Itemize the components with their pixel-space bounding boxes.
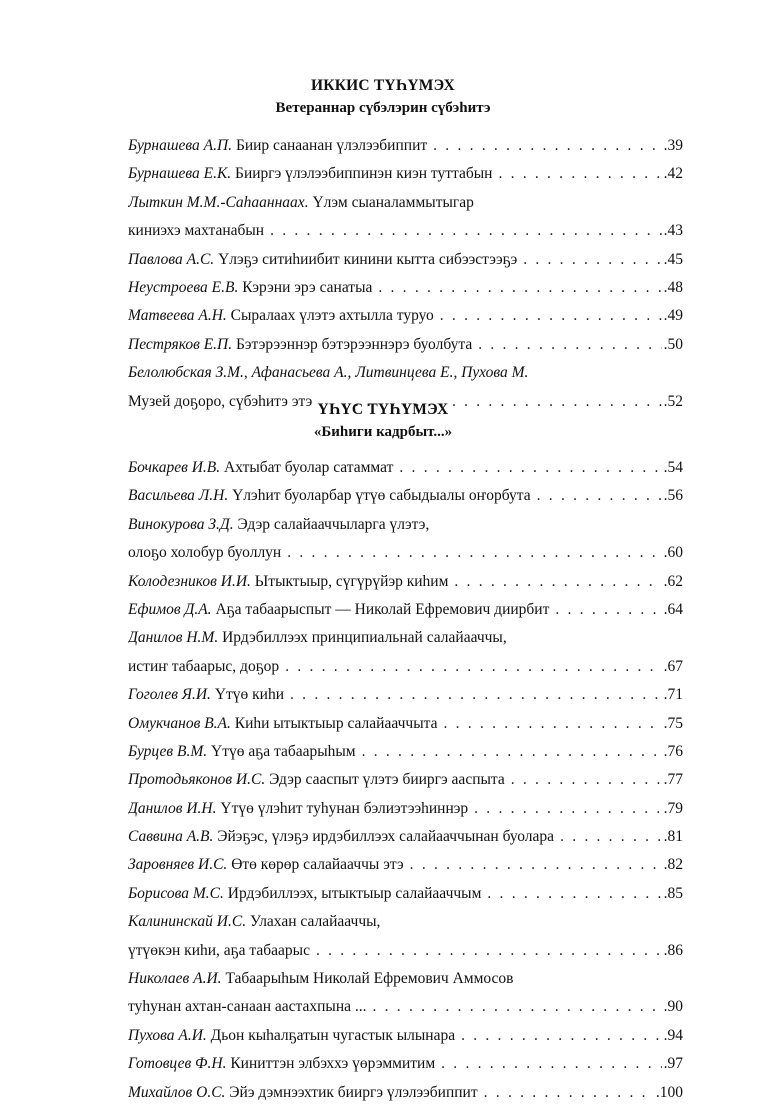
entry-author: Бурнашева А.П. xyxy=(128,137,233,154)
toc-entry-line xyxy=(128,217,683,245)
toc-entry[interactable] xyxy=(128,880,683,908)
entry-author: Николаев А.И. xyxy=(128,970,222,988)
page-number: .62 xyxy=(663,572,683,590)
dot-leader xyxy=(441,1050,661,1078)
entry-title: Ахтыбат буолар сатаммат xyxy=(224,459,394,476)
entry-author: Омукчанов В.А. xyxy=(128,714,231,732)
entry-title: Аҕа табаарыспыт — Николай Ефремович диирбит xyxy=(215,600,550,618)
dot-leader xyxy=(270,217,662,245)
toc-entry[interactable] xyxy=(128,795,683,823)
entry-author: Готовцев Ф.Н. xyxy=(128,1055,227,1073)
toc-entry-line xyxy=(128,160,683,188)
entry-title: Ирдэбиллээх принципиальнай салайааччы, xyxy=(222,629,507,647)
entry-title: Эдэр сааспыт үлэтэ бииргэ ааспыта xyxy=(269,771,505,789)
toc-list-section-3 xyxy=(128,454,683,1107)
toc-entry-line xyxy=(128,132,683,160)
entry-title: олоҕо холобур буоллун xyxy=(128,544,282,562)
entry-title: Улахан салайааччы, xyxy=(249,913,381,931)
entry-author: Борисова М.С. xyxy=(128,884,224,902)
toc-entry[interactable] xyxy=(128,681,683,709)
page-number: .77 xyxy=(663,771,683,789)
page-number: .52 xyxy=(663,392,683,410)
entry-author: Гоголев Я.И. xyxy=(128,686,211,704)
toc-list-section-2 xyxy=(128,132,683,416)
toc-entry-line xyxy=(128,653,683,681)
toc-entry-line xyxy=(128,1050,683,1078)
dot-leader xyxy=(555,596,661,624)
entry-author: Бочкарев И.В. xyxy=(128,459,221,476)
toc-entry-line xyxy=(128,596,683,624)
toc-entry[interactable] xyxy=(128,274,683,302)
toc-entry-line xyxy=(128,482,683,510)
entry-title: Өтө көрөр салайааччы этэ xyxy=(231,856,404,874)
toc-entry-line xyxy=(128,937,683,965)
entry-author: Колодезников И.И. xyxy=(128,572,251,590)
entry-author: Михайлов О.С. xyxy=(128,1083,226,1101)
entry-title: истиҥ табаарыс, доҕор xyxy=(128,657,280,675)
toc-entry-line xyxy=(128,993,683,1021)
toc-entry[interactable] xyxy=(128,1050,683,1078)
entry-title: Бэтэрээннэр бэтэрээннэрэ буолбута xyxy=(236,335,473,353)
dot-leader xyxy=(433,132,661,160)
page-number: .67 xyxy=(663,657,683,675)
entry-author: Матвеева А.Н. xyxy=(128,307,227,325)
entry-title: Дьон кыһалҕатын чугастык ылынара xyxy=(210,1026,456,1044)
toc-entry[interactable] xyxy=(128,710,683,738)
toc-entry-line xyxy=(128,908,683,936)
toc-entry-line xyxy=(128,965,683,993)
toc-entry[interactable] xyxy=(128,482,683,510)
entry-title: киниэхэ махтанабын xyxy=(128,222,265,240)
entry-title: Музей доҕоро, сүбэһитэ этэ xyxy=(128,392,313,410)
toc-entry-line xyxy=(128,331,683,359)
dot-leader xyxy=(484,1079,654,1107)
toc-entry-line xyxy=(128,568,683,596)
toc-entry[interactable] xyxy=(128,189,683,246)
page-number: .71 xyxy=(663,686,683,704)
entry-title: Үлэһит буоларбар үтүө сабыдыалы оҥорбута xyxy=(232,487,531,505)
entry-title: Сыралаах үлэтэ ахтылла туруо xyxy=(230,307,434,325)
entry-title: Эйэҕэс, үлэҕэ ирдэбиллээх салайааччынан буолара xyxy=(217,828,555,846)
toc-entry[interactable] xyxy=(128,851,683,879)
entry-author: Винокурова З.Д. xyxy=(128,515,234,533)
page-number: .49 xyxy=(663,307,683,325)
section-header-3 xyxy=(0,401,766,441)
entry-title: Киниттэн элбэххэ үөрэммитим xyxy=(230,1055,436,1073)
section-title: ИККИС ТҮҺҮМЭХ xyxy=(311,77,455,94)
toc-entry-line xyxy=(128,302,683,330)
toc-entry-line xyxy=(128,710,683,738)
dot-leader xyxy=(290,681,662,709)
toc-entry[interactable] xyxy=(128,511,683,568)
section-subtitle: «Биһиги кадрбыт...» xyxy=(313,424,453,440)
toc-entry-line xyxy=(128,1022,683,1050)
entry-title: Бииргэ үлэлээбиппинэн киэн туттабын xyxy=(235,165,493,183)
dot-leader xyxy=(287,539,661,567)
page-number: .76 xyxy=(663,742,683,760)
dot-leader xyxy=(523,246,661,274)
toc-entry-line xyxy=(128,359,683,387)
entry-title: туһунан ахтан-санаан аастахпына ... xyxy=(128,998,367,1016)
toc-entry[interactable] xyxy=(128,1079,683,1107)
toc-entry[interactable] xyxy=(128,965,683,1022)
entry-author: Ефимов Д.А. xyxy=(128,600,212,618)
dot-leader xyxy=(511,766,662,794)
toc-entry[interactable] xyxy=(128,246,683,274)
entry-title: Үтүө киһи xyxy=(214,686,285,704)
page-number: .85 xyxy=(663,884,683,902)
toc-entry-line xyxy=(128,189,683,217)
toc-entry-line xyxy=(128,274,683,302)
entry-author: Калининскай И.С. xyxy=(128,913,247,931)
entry-title: Табаарыһым Николай Ефремович Аммосов xyxy=(225,970,514,988)
page-number: .79 xyxy=(663,799,683,817)
dot-leader xyxy=(537,482,662,510)
dot-leader xyxy=(443,710,661,738)
toc-entry[interactable] xyxy=(128,596,683,624)
toc-entry[interactable] xyxy=(128,766,683,794)
toc-entry[interactable] xyxy=(128,823,683,851)
entry-author: Васильева Л.Н. xyxy=(128,487,229,505)
dot-leader xyxy=(399,454,661,482)
entry-author: Лыткин М.М.-Саһааннаах. xyxy=(128,193,309,211)
dot-leader xyxy=(474,795,661,823)
entry-author: Протодьяконов И.С. xyxy=(128,771,266,789)
dot-leader xyxy=(373,993,662,1021)
entry-title: Эдэр салайааччыларга үлэтэ, xyxy=(237,515,430,533)
toc-entry[interactable] xyxy=(128,908,683,965)
toc-entry-line xyxy=(128,454,683,482)
dot-leader xyxy=(461,1022,662,1050)
toc-entry-line xyxy=(128,624,683,652)
entry-author: Саввина А.В. xyxy=(128,828,214,846)
dot-leader xyxy=(410,851,662,879)
entry-title: Биир санаанан үлэлээбиппит xyxy=(235,137,428,154)
dot-leader xyxy=(498,160,661,188)
entry-title: Үтүө үлэһит туһунан бэлиэтээһиннэр xyxy=(220,799,469,817)
toc-entry-line xyxy=(128,738,683,766)
entry-title: Кэрэни эрэ санатыа xyxy=(242,278,373,296)
section-subtitle: Ветераннар сүбэлэрин сүбэһитэ xyxy=(275,100,491,116)
toc-entry-line xyxy=(128,681,683,709)
dot-leader xyxy=(362,738,662,766)
dot-leader xyxy=(440,302,662,330)
page-number: .39 xyxy=(663,137,683,154)
page-number: .60 xyxy=(663,544,683,562)
entry-author: Пестряков Е.П. xyxy=(128,335,233,353)
toc-entry[interactable] xyxy=(128,1022,683,1050)
toc-entry-line xyxy=(128,823,683,851)
entry-title: Ирдэбиллээх, ытыктыыр салайааччым xyxy=(227,884,482,902)
page-number: .45 xyxy=(663,250,683,268)
entry-title: Үлэҕэ ситиһиибит кинини кытта сибээстээҕэ xyxy=(218,250,518,268)
dot-leader xyxy=(454,568,661,596)
entry-title: Үлэм сыаналаммытыгар xyxy=(312,193,474,211)
section-header-2 xyxy=(0,77,766,117)
page-number: .75 xyxy=(663,714,683,732)
page-number: .42 xyxy=(663,165,683,183)
toc-entry-line xyxy=(128,539,683,567)
dot-leader xyxy=(378,274,661,302)
page-number: .54 xyxy=(663,459,683,476)
page-number: .56 xyxy=(663,487,683,505)
page-number: .43 xyxy=(663,222,683,240)
page-number: .48 xyxy=(663,278,683,296)
page-number: .64 xyxy=(663,600,683,618)
toc-entry-line xyxy=(128,851,683,879)
toc-entry[interactable] xyxy=(128,624,683,681)
entry-author: Бурнашева Е.К. xyxy=(128,165,232,183)
entry-author: Заровняев И.С. xyxy=(128,856,228,874)
toc-entry[interactable] xyxy=(128,160,683,188)
toc-entry[interactable] xyxy=(128,302,683,330)
page-number: .50 xyxy=(663,335,683,353)
toc-entry-line xyxy=(128,766,683,794)
entry-author: Бурцев В.М. xyxy=(128,742,208,760)
entry-title: Ытыктыыр, сүгүрүйэр киһим xyxy=(254,572,449,590)
toc-entry[interactable] xyxy=(128,454,683,482)
entry-author: Пухова А.И. xyxy=(128,1026,207,1044)
page-number: .100 xyxy=(655,1083,683,1101)
dot-leader xyxy=(560,823,662,851)
entry-author: Павлова А.С. xyxy=(128,250,215,268)
entry-author: Белолюбская З.М., Афанасьева А., Литвинцева Е., Пухова М. xyxy=(128,364,529,382)
page-number: .90 xyxy=(663,998,683,1016)
page-number: .97 xyxy=(663,1055,683,1073)
toc-entry[interactable] xyxy=(128,132,683,160)
section-title: ҮҺҮС ТҮҺҮМЭХ xyxy=(317,401,449,418)
toc-entry-line xyxy=(128,246,683,274)
toc-entry-line xyxy=(128,880,683,908)
toc-entry[interactable] xyxy=(128,331,683,359)
page-number: .82 xyxy=(663,856,683,874)
page-number: .86 xyxy=(663,941,683,959)
entry-title: Эйэ дэмнээхтик бииргэ үлэлээбиппит xyxy=(229,1083,478,1101)
entry-author: Неустроева Е.В. xyxy=(128,278,239,296)
entry-title: үтүөкэн киһи, аҕа табаарыс xyxy=(128,941,310,959)
toc-entry[interactable] xyxy=(128,738,683,766)
toc-entry[interactable] xyxy=(128,568,683,596)
entry-author: Данилов И.Н. xyxy=(128,799,217,817)
toc-entry-line xyxy=(128,1079,683,1107)
toc-entry-line xyxy=(128,511,683,539)
page-number: .81 xyxy=(663,828,683,846)
dot-leader xyxy=(316,937,662,965)
dot-leader xyxy=(478,331,661,359)
toc-entry-line xyxy=(128,795,683,823)
dot-leader xyxy=(487,880,661,908)
entry-title: Үтүө аҕа табаарыһым xyxy=(211,742,356,760)
dot-leader xyxy=(285,653,661,681)
page-number: .94 xyxy=(663,1026,683,1044)
entry-author: Данилов Н.М. xyxy=(128,629,219,647)
entry-title: Киһи ытыктыыр салайааччыта xyxy=(234,714,438,732)
